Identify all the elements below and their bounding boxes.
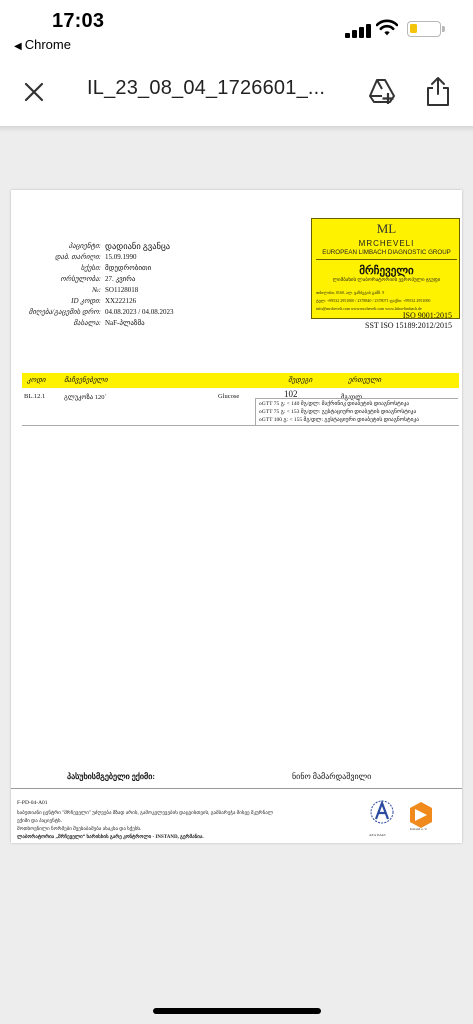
number-value: SO1128018 [105,286,139,294]
lab-georgian-name: მრჩეველი [359,265,414,277]
sex-value: მდედრობითი [105,264,152,272]
form-code: F-PD-04-A01 [17,800,48,806]
header-test: მაჩვენებელი [64,376,108,384]
accreditation-badge-caption: AEA DAkS [369,833,386,837]
header-value: შედეგი [288,376,313,384]
accreditation-badge-icon [367,799,397,835]
reference-line: oGTT 75 გ: < 153 მგ/დლ: გესტაციური დიაბეტის დიაგნოსტიკა [259,409,417,415]
footer-line: მოთხოვნილი ნორმები შეესაბამება ასაკსა და სქესს. [17,827,142,832]
footer-line: საბუთიანი ცენტრი "მრჩეველი" უძღვება მზად არის, გამოკვლევების დაცვისთვის, გამბარეჭა მისვე მკურნალ [17,811,274,816]
status-bar [0,0,473,58]
close-icon[interactable] [22,80,46,104]
cellular-signal-icon [345,24,371,38]
responsible-doctor-label: პასუხისმგებელი ექიმი: [67,772,156,781]
received-label: მიღება/გაცემის დრო: [28,308,101,316]
id-value: XX222126 [105,297,137,305]
lab-group-name: EUROPEAN LIMBACH DIAGNOSTIC GROUP [322,249,451,256]
file-title: IL_23_08_04_1726601_... [87,77,326,99]
lab-logo [311,218,460,319]
id-label: ID კოდი: [71,297,101,305]
lab-address: თბილისი, 0160, ალ. ყაზბეგის გამზ. 9 [316,290,385,295]
back-to-app-link[interactable] [14,37,71,52]
received-value: 04.08.2023 / 04.08.2023 [105,308,174,316]
footer-line: ლაბორატორია „მრჩეველი“ ხარისხის გარე კონტროლი - INSTAND, გერმანია. [17,835,204,840]
lab-web: info@mrcheveli.com www.mrcheveli.com www.labor-limbach.de [316,306,422,311]
pregnancy-label: ორსულობა: [60,275,101,283]
iso-15189: SST ISO 15189:2012/2015 [365,321,452,330]
dob-value: 15.09.1990 [105,253,137,261]
patient-name: დადიანი გვანცა [105,241,171,251]
clock: 17:03 [52,10,105,32]
lab-phone: ტელ: +99532 2951000 / 2378840 / 2378071 ფაქსი: +99532 2951000 [316,298,431,303]
header-code: კოდი [27,376,46,384]
document-page [11,190,462,843]
lab-georgian-subtitle: ლიმბახის ლაბორატორიის ევროპული ჯგუფი [332,278,441,283]
reference-ranges [255,398,458,425]
lab-logo-mark: ML [376,221,397,236]
footer-line: ექიმი და პაციენტს. [17,819,62,824]
responsible-doctor-name: ნინო მამარდაშვილი [292,772,372,781]
result-name-en: Glucose [218,393,240,400]
result-unit: მგ/დლ [341,394,363,401]
reference-line: oGTT 100 გ: < 155 მგ/დლ: გესტაციური დიაბეტის დიაგნოსტიკა [259,417,420,423]
patient-label: პაციენტი: [68,242,101,250]
instand-caption: Instand e. V. [410,827,428,831]
iso-9001: ISO 9001:2015 [402,311,452,320]
lab-brand-name: MRCHEVELI [358,239,415,248]
wifi-icon [376,19,398,37]
result-name: გლუკოზა 120` [64,394,107,401]
reference-line: oGTT 75 გ: < 140 მგ/დლ: მაქრინიკ დიაბეტის დიაგნოსტიკა [259,401,410,407]
result-value: 102 [284,389,298,399]
back-triangle-icon: ◀ [14,41,22,52]
number-label: №: [92,286,101,294]
viewer-toolbar [0,58,473,126]
material-label: მასალა: [73,319,101,327]
sex-label: სქესი: [80,264,101,272]
dob-label: დაბ. თარიღი: [54,253,101,261]
header-unit: ერთეული [348,376,382,384]
share-icon[interactable] [425,75,451,107]
result-code: BL.12.1 [24,393,46,400]
pregnancy-value: 27. კვირა [105,275,136,283]
add-to-drive-icon[interactable] [367,77,397,105]
material-value: NaF-პლაზმა [105,319,145,327]
home-indicator[interactable] [153,1008,321,1014]
battery-icon [407,21,441,37]
results-header [22,373,459,388]
back-app-label: Chrome [24,37,71,52]
